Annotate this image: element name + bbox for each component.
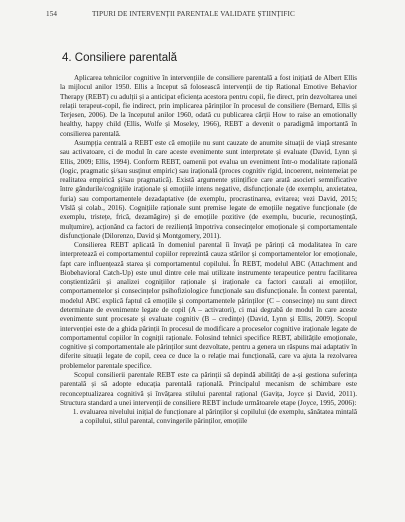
- page-number: 154: [46, 10, 58, 18]
- running-header: [46, 10, 356, 22]
- section-heading: 4. Consiliere parentală: [62, 52, 178, 64]
- paragraph: Consilierea REBT aplicată în domeniul parental îi învață pe părinți că modalitatea în care interpretează ei comportamentul copiilor reprezintă cauza stărilor și comportamentelor lor emoționale, fapt care influențează starea și comportamentul copilului. În REBT, modelul ABC (Attachment and Biobehavioral Catch-Up) este unul dintre cele mai utilizate instrumente terapeutice pentru facilitarea conștientizării și analizei cognițiilor raționale și iraționale ca factori cauzali ai emoțiilor, comportamentelor și consecințelor psihofiziologice funcționale sau disfuncționale. În context parental, modelul ABC explică faptul că emoțiile și comportamentele părinților (C – consecințe) nu sunt direct determinate de evenimente legate de copil (A – activatori), ci mai degrabă de modul în care aceste evenimente sunt procesate și evaluate cognitiv (B – credințe) (David, Lynn și Ellis, 2009). Scopul intervenției este de a ghida părinții în procesul de modificare a proceselor cognitive iraționale legate de comportamentul copiilor în cogniții raționale. Folosind tehnici specifice REBT, abilitățile emoționale, cognitive și comportamentale ale părinților sunt dezvoltate, pentru a genera un răspuns mai adaptativ în diferite situații legate de copil, ceea ce duce la o relație mai funcțională, care va ajuta la rezolvarea problemelor parentale specifice.: [60, 241, 357, 370]
- stages-list: [60, 408, 357, 427]
- running-title: TIPURI DE INTERVENȚII PARENTALE VALIDATE ȘTIINȚIFIC: [92, 10, 295, 18]
- paragraph: Scopul consilierii parentale REBT este ca părinții să depindă abilități de a-și gestiona suferința parentală și să adopte educația parentală rațională. Principalul mecanism de schimbare este reconceptualizarea cognitivă și învățarea stilului parental rațional (Gavița, Joyce și David, 2011). Structura standard a unei intervenții de consiliere REBT include următoarele etape (Joyce, 1995, 2006):: [60, 371, 357, 407]
- list-item: 1. evaluarea nivelului inițial de funcționare al părinților și copilului (de exemplu, sănătatea mintală a copilului, stilul parental, convingerile părinților, emoțiile: [80, 408, 357, 427]
- body-text: [60, 74, 357, 427]
- paragraph: Aplicarea tehnicilor cognitive în intervențiile de consiliere parentală a fost inițiată de Albert Ellis la mijlocul anilor 1950. Ellis a început să folosească intervenții de tip Rational Emotive Behavior Therapy (REBT) cu adulții și a anticipat eficiența acestora pentru copii, fie direct, prin dezvoltarea unei relații terapeut-copil, fie indirect, prin implicarea părinților în procesul de consiliere (Bernard, Ellis și Terjesen, 2006). De la începutul anilor 1960, odată cu publicarea cărții How to raise an emotionally healthy, happy child (Ellis, Wolfe și Moseley, 1966), REBT a devenit o paradigmă importantă în consilierea parentală.: [60, 74, 357, 138]
- paragraph: Asumpția centrală a REBT este că emoțiile nu sunt cauzate de anumite situații de viață stresante sau activatoare, ci de modul în care aceste evenimente sunt interpretate și evaluate (David, Lynn și Ellis, 2009; Ellis, 1994). Conform REBT, oamenii pot evalua un eveniment într-o modalitate rațională (logic, pragmatic și/sau susținut empiric) sau irațională (proces cognitiv rigid, incoerent, neintemeiat pe realitatea empirică și/sau pragmatică). Există argumente științifice care arată asocieri semnificative între gândurile/cognițiile iraționale și emoțiile intens negative, disfuncționale (de exemplu, anxietatea, furia) sau comportamentele dezadaptative (de exemplu, procrastinarea, evitarea; vezi David, 2015; Vîslă și colab., 2016). Cognițiile raționale sunt premise legate de emoțiile negative funcționale (de exemplu, tristețe, frică, dezamăgire) și de emoțiile pozitive (de exemplu, bucurie, recunoștință, mulțumire), acționând ca factori de reziliență împotriva consecințelor emoționale și comportamentale disfuncționale (Dilorenzo, David și Montgomery, 2011).: [60, 138, 357, 240]
